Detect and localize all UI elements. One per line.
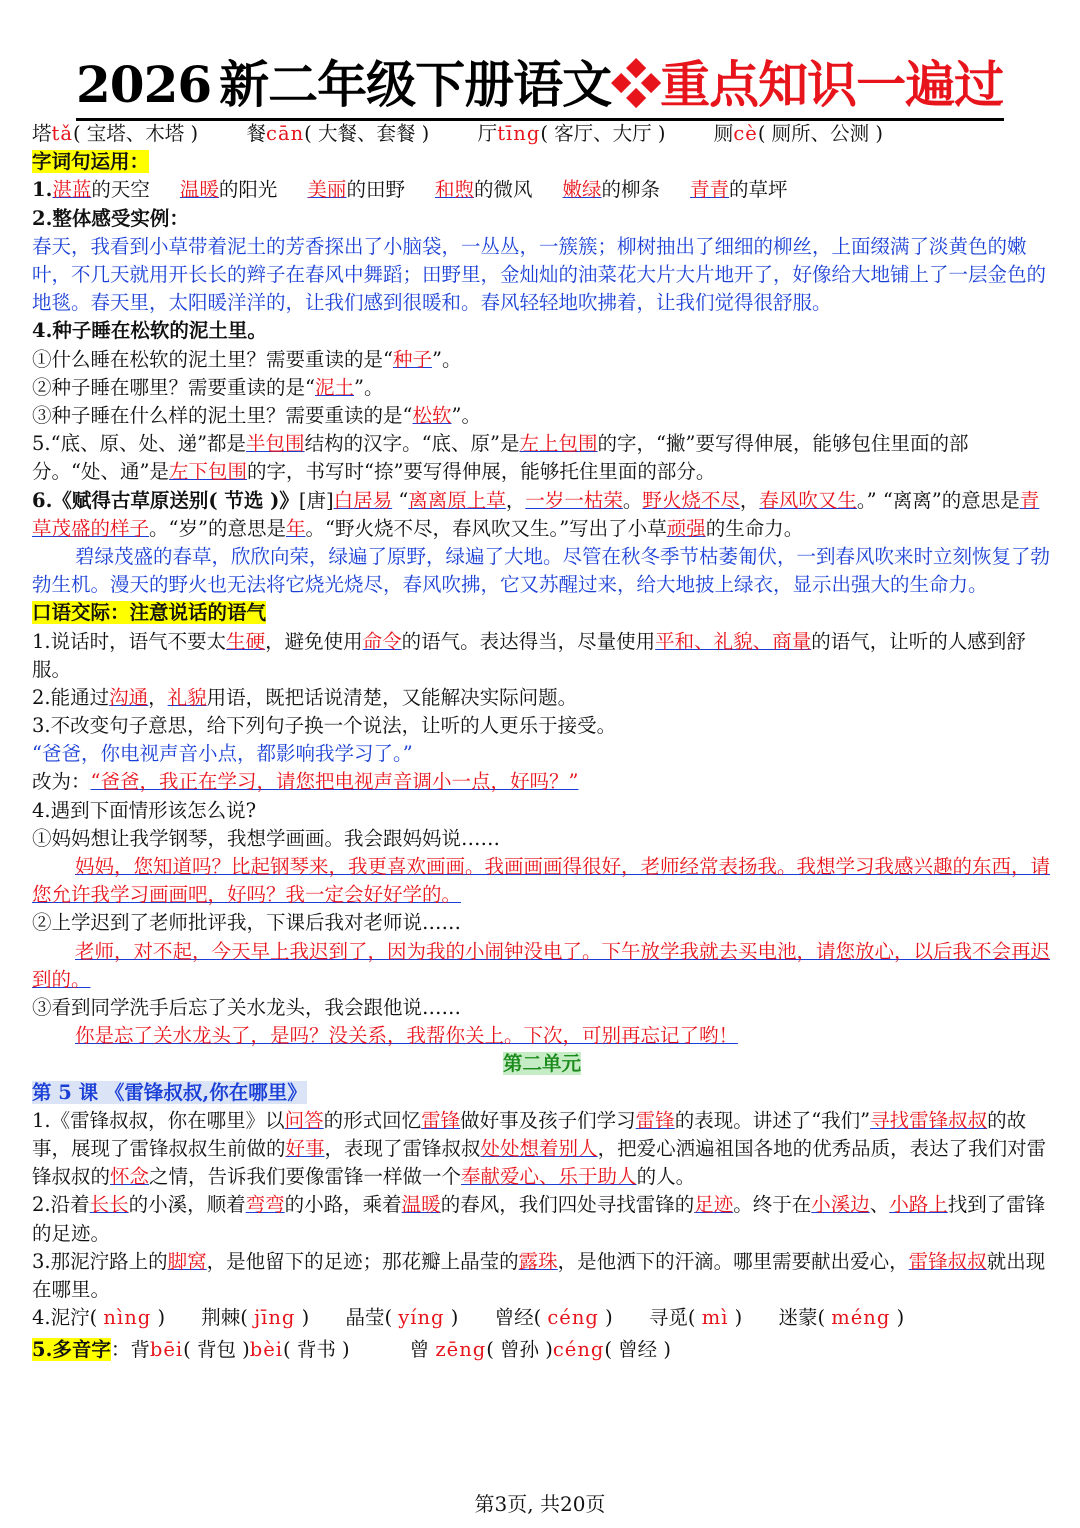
unit-heading: 第二单元 [502, 1052, 581, 1076]
item-5-structure: 5.“底、原、处、递”都是半包围结构的汉字。“底、原”是左上包围的字，“撇”要写得伸展，能够包住里面的部分。“处、通”是左下包围的字，书写时“捺”要写得伸展，能够托住里面的部分。 [32, 432, 969, 484]
situation-1-answer: 妈妈，您知道吗？比起钢琴来，我更喜欢画画。我画画画得很好，老师经常表扬我。我想学习我感兴趣的东西，请您允许我学习画画吧，好吗？我一定会好好学的。 [32, 855, 1051, 907]
section-heading-words: 字词句运用： [32, 150, 150, 174]
document-body [32, 120, 1052, 1365]
situation-2: ②上学迟到了老师批评我，下课后我对老师说…… [32, 911, 462, 935]
title-main: 新二年级下册语文 [219, 55, 612, 114]
situation-3-answer: 你是忘了关水龙头了，是吗？没关系，我帮你关上。下次，可别再忘记了哟！ [75, 1024, 739, 1048]
oral-item-2: 2.能通过沟通，礼貌用语，既把话说清楚，又能解决实际问题。 [32, 685, 578, 709]
page-title [76, 52, 1004, 121]
section-heading-oral: 口语交际：注意说话的语气 [32, 601, 267, 625]
question-2: ②种子睡在哪里？需要重读的是“泥土”。 [32, 375, 384, 399]
item-6-poem: 6.《赋得古草原送别( 节选 )》[唐]白居易 “离离原上草，一岁一枯荣。野火烧不尽，春风吹又生。” “离离”的意思是青草茂盛的样子。“岁”的意思是年。“野火烧不尽，春风吹又生。”写出了小草顽强的生命力。 [32, 488, 1040, 540]
item-4-heading: 4.种子睡在松软的泥土里。 [32, 319, 267, 343]
page-footer: 第3页, 共20页 [474, 1492, 606, 1516]
lesson-item-1: 1.《雷锋叔叔，你在哪里》以问答的形式回忆雷锋做好事及孩子们学习雷锋的表现。讲述了“我们”寻找雷锋叔叔的故事，展现了雷锋叔叔生前做的好事，表现了雷锋叔叔处处想着别人，把爱心洒遍祖国各地的优秀品质，表达了我们对雷锋叔叔的怀念之情，告诉我们要像雷锋一样做一个奉献爱心、乐于助人的人。 [32, 1108, 1047, 1189]
oral-item-3: 3.不改变句子意思，给下列句子换一个说法，让听的人更乐于接受。 [32, 714, 617, 738]
diamond-icon: ❖ [611, 55, 661, 114]
poem-explanation: 碧绿茂盛的春草，欣欣向荣，绿遍了原野，绿遍了大地。尽管在秋冬季节枯萎匍伏，一到春风吹来时立刻恢复了勃勃生机。漫天的野火也无法将它烧光烧尽，春风吹拂，它又苏醒过来，给大地披上绿衣，显示出强大的生命力。 [32, 544, 1051, 597]
oral-item-3-answer: 改为：“爸爸，我正在学习，请您把电视声音调小一点，好吗？” [32, 770, 579, 794]
title-year: 2026 [76, 55, 212, 114]
lesson-item-4-pinyin: 4.泥泞( nìng ) 荆棘( jīng ) 晶莹( yíng ) 曾经( céng ) 寻觅( mì ) 迷蒙( méng ) [32, 1306, 905, 1330]
spring-paragraph: 春天，我看到小草带着泥土的芳香探出了小脑袋，一丛丛，一簇簇；柳树抽出了细细的柳丝，上面缀满了淡黄色的嫩叶，不几天就用开长长的辫子在春风中舞蹈；田野里，金灿灿的油菜花大片大片地开了，好像给大地铺上了一层金色的地毯。春天里，太阳暖洋洋的，让我们感到很暖和。春风轻轻地吹拂着，让我们觉得很舒服。 [32, 234, 1047, 315]
word-pairs: 1.湛蓝的天空 温暖的阳光 美丽的田野 和煦的微风 嫩绿的柳条 青青的草坪 [32, 178, 788, 202]
situation-3: ③看到同学洗手后忘了关水龙头，我会跟他说…… [32, 996, 462, 1020]
pinyin-line-1: 塔tǎ( 宝塔、木塔 ) 餐cān( 大餐、套餐 ) 厅tīng( 客厅、大厅 ) 厕cè( 厕所、公测 ) [32, 122, 883, 145]
lesson-heading: 第 5 课 《雷锋叔叔,你在哪里》 [32, 1080, 307, 1104]
question-1: ①什么睡在松软的泥土里？需要重读的是“种子”。 [32, 347, 462, 371]
oral-item-3-quote: “爸爸，你电视声音小点，都影响我学习了。” [32, 742, 413, 766]
item-2-heading: 2.整体感受实例： [32, 206, 189, 230]
oral-item-4: 4.遇到下面情形该怎么说? [32, 798, 257, 822]
lesson-item-5-polyphones: 5.多音字：背bēi( 背包 )bèi( 背书 ) 曾 zēng( 曾孙 )céng( 曾经 ) [32, 1338, 671, 1362]
question-3: ③种子睡在什么样的泥土里？需要重读的是“松软”。 [32, 403, 481, 427]
oral-item-1: 1.说话时，语气不要太生硬，避免使用命令的语气。表达得当，尽量使用平和、礼貌、商量的语气，让听的人感到舒服。 [32, 629, 1026, 681]
situation-2-answer: 老师，对不起，今天早上我迟到了，因为我的小闹钟没电了。下午放学我就去买电池，请您放心，以后我不会再迟到的。 [32, 939, 1051, 991]
lesson-item-2: 2.沿着长长的小溪，顺着弯弯的小路，乘着温暖的春风，我们四处寻找雷锋的足迹。终于在小溪边、小路上找到了雷锋的足迹。 [32, 1193, 1046, 1245]
situation-1: ①妈妈想让我学钢琴，我想学画画。我会跟妈妈说…… [32, 826, 501, 850]
lesson-item-3: 3.那泥泞路上的脚窝，是他留下的足迹；那花瓣上晶莹的露珠，是他洒下的汗滴。哪里需要献出爱心，雷锋叔叔就出现在哪里。 [32, 1249, 1046, 1302]
title-highlight: 重点知识一遍过 [660, 55, 1004, 114]
